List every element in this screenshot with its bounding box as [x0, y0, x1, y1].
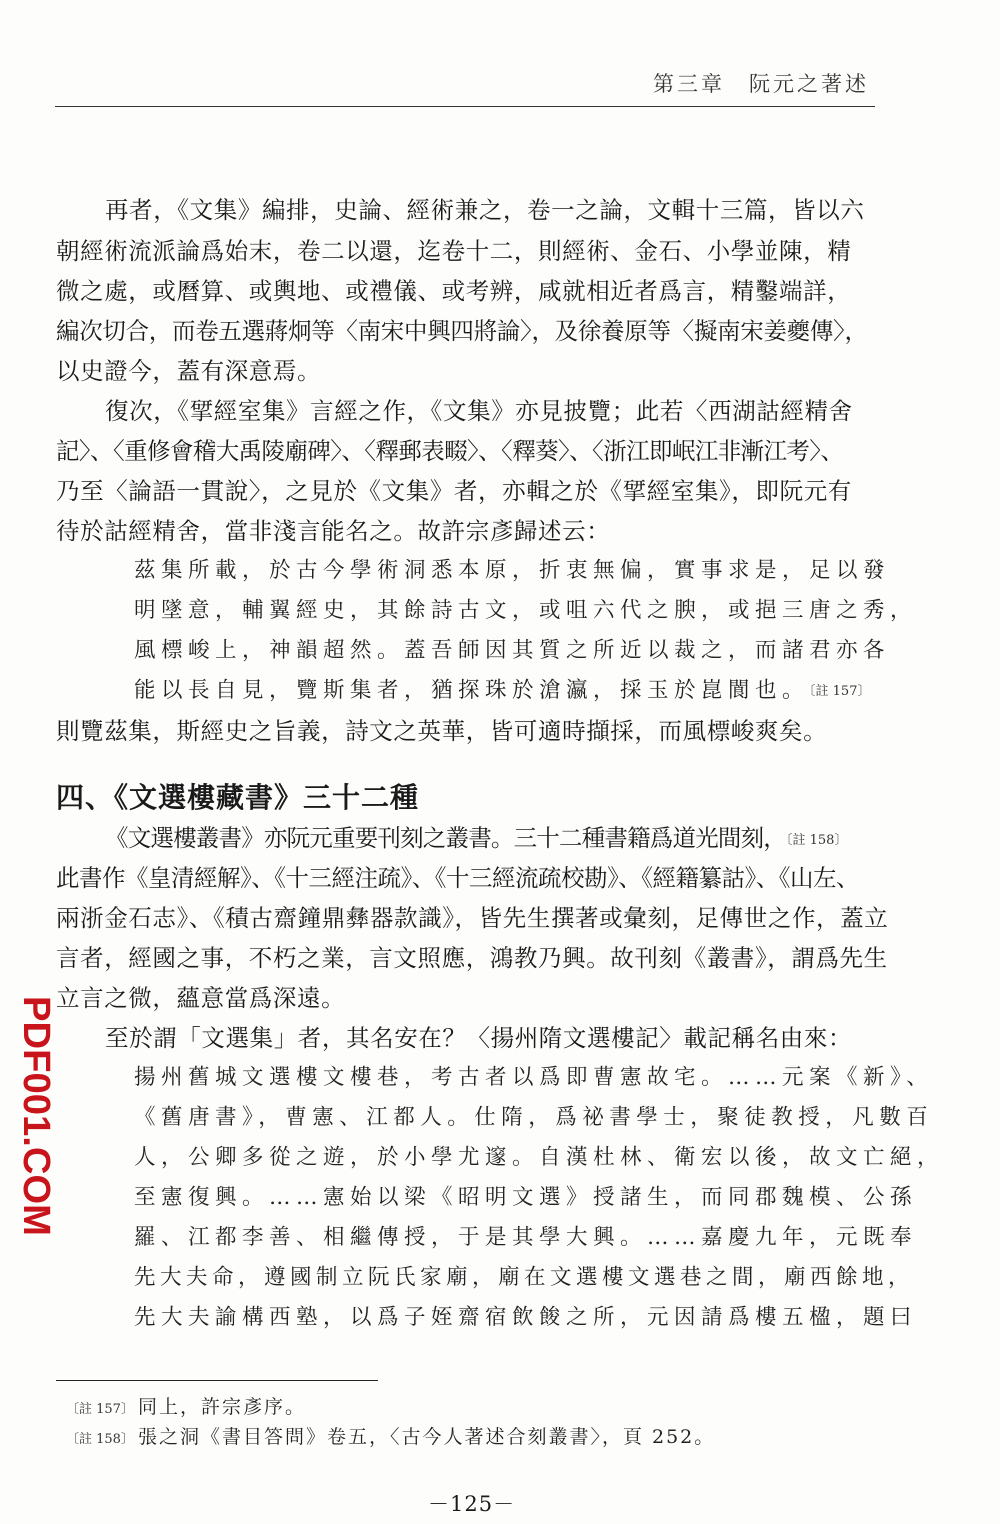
text-line: 記〉、〈重修會稽大禹陵廟碑〉、〈釋郵表畷〉、〈釋葵〉、〈浙江即岷江非漸江考〉、 — [56, 437, 844, 465]
text-line: 朝經術流派論爲始末，卷二以還，迄卷十二，則經術、金石、小學並陳，精 — [56, 237, 852, 265]
footnote-text: 張之洞《書目答問》卷五，〈古今人著述合刻叢書〉，頁 252。 — [137, 1426, 716, 1448]
text-line: 此書作《皇清經解》、《十三經注疏》、《十三經流疏校勘》、《經籍纂詁》、《山左、 — [56, 864, 859, 892]
quote-line: 揚州舊城文選樓文樓巷，考古者以爲即曹憲故宅。……元案《新》、 — [134, 1065, 934, 1090]
footnote-divider — [56, 1380, 378, 1381]
quote-line: 《舊唐書》，曹憲、江都人。仕隋，爲祕書學士，聚徒教授，凡數百 — [134, 1105, 934, 1130]
note-reference-157: 〔註 157〕 — [809, 684, 871, 699]
text-line: 以史證今，蓋有深意焉。 — [56, 357, 322, 385]
footnote-text: 同上，許宗彥序。 — [137, 1396, 306, 1418]
quote-line: 至憲復興。……憲始以梁《昭明文選》授諸生，而同郡魏模、公孫 — [134, 1185, 918, 1210]
text-line: 則覽茲集，斯經史之旨義，詩文之英華，皆可適時擷採，而風標峻爽矣。 — [56, 717, 828, 745]
svg-text:PDF001.COM: PDF001.COM — [15, 996, 57, 1235]
quote-line: 先大夫諭構西塾，以爲子姪齋宿飲餕之所，元因請爲樓五楹，題曰 — [134, 1305, 918, 1330]
footnote-157 — [66, 1392, 306, 1419]
section-heading: 四、《文選樓藏書》三十二種 — [56, 781, 420, 814]
text-line: 兩浙金石志》、《積古齋鐘鼎彝器款識》，皆先生撰著或彙刻，足傳世之作，蓋立 — [56, 904, 889, 932]
text-line: 復次，《揅經室集》言經之作，《文集》亦見披覽；此若〈西湖詁經精舍 — [105, 397, 853, 425]
text-line: 乃至〈論語一貫說〉，之見於《文集》者，亦輯之於《揅經室集》，即阮元有 — [56, 477, 852, 505]
text-line: 再者，《文集》編排，史論、經術兼之，卷一之論，文輯十三篇，皆以六 — [105, 196, 865, 224]
footnote-158 — [66, 1422, 715, 1449]
text: 《文選樓叢書》亦阮元重要刊刻之叢書。三十二種書籍爲道光間刻， — [105, 824, 786, 852]
text-line: 編次切合，而卷五選蔣炯等〈南宋中興四將論〉，及徐養原等〈擬南宋姜夔傳〉， — [56, 317, 868, 345]
text-line: 至於謂「文選集」者，其名安在？〈揚州隋文選樓記〉載記稱名由來： — [105, 1024, 853, 1052]
text-line-with-note — [105, 818, 935, 861]
quote-line-with-note — [134, 671, 870, 712]
text-line: 言者，經國之事，不朽之業，言文照應，鴻教乃興。故刊刻《叢書》，謂爲先生 — [56, 944, 888, 972]
quote-line: 茲集所載，於古今學術洞悉本原，折衷無偏，實事求是，足以發 — [134, 558, 891, 583]
quote-line: 羅、江都李善、相繼傳授，于是其學大興。……嘉慶九年，元既奉 — [134, 1225, 918, 1250]
quote-text: 能以長自見，覽斯集者，猶探珠於滄瀛，採玉於崑閬也。 — [134, 678, 810, 703]
note-reference-158: 〔註 158〕 — [786, 833, 848, 848]
quote-line: 先大夫命，遵國制立阮氏家廟，廟在文選樓文選巷之間，廟西餘地， — [134, 1265, 915, 1290]
text-line: 立言之微，蘊意當爲深遠。 — [56, 984, 346, 1012]
footnote-tag: 〔註 158〕 — [66, 1432, 134, 1447]
text-line: 微之處，或曆算、或輿地、或禮儀、或考辨，咸就相近者爲言，精鑿端詳， — [56, 277, 852, 305]
watermark-logo — [14, 992, 60, 1242]
running-header — [55, 66, 875, 107]
quote-line: 明墜意，輔翼經史，其餘詩古文，或咀六代之腴，或挹三唐之秀， — [134, 598, 918, 623]
quote-line: 風標峻上，神韻超然。蓋吾師因其質之所近以裁之，而諸君亦各 — [134, 638, 891, 663]
text-line: 待於詁經精舍，當非淺言能名之。故許宗彥歸述云： — [56, 517, 611, 545]
chapter-title: 第三章 阮元之著述 — [653, 72, 869, 96]
page-number: －125－ — [428, 1492, 516, 1516]
quote-line: 人，公卿多從之遊，於小學尤邃。自漢杜林、衛宏以後，故文亡絕， — [134, 1145, 945, 1170]
footnote-tag: 〔註 157〕 — [66, 1402, 134, 1417]
